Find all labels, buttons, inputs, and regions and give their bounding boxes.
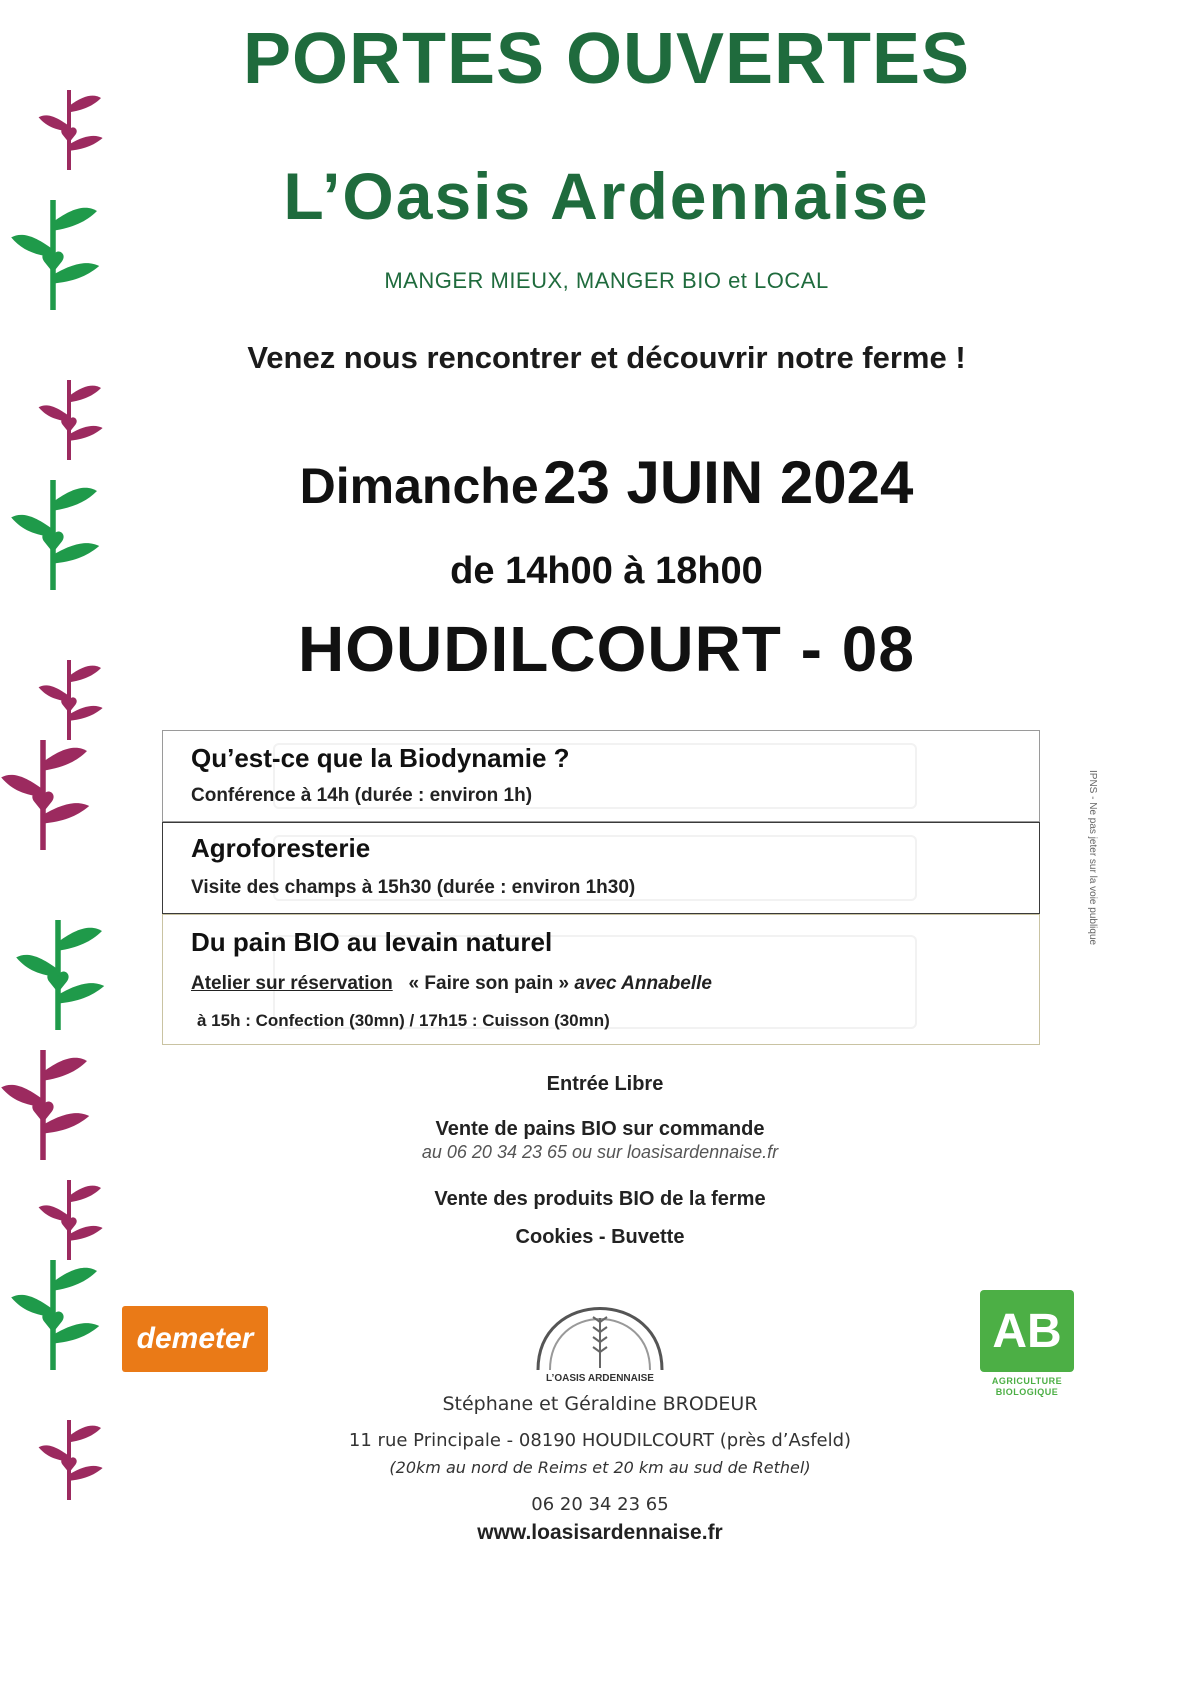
activity-box-biodynamie	[162, 730, 1040, 822]
farm-logo-icon	[530, 1278, 670, 1378]
flower-ornament-11	[39, 1420, 103, 1500]
workshop-name: « Faire son pain »	[408, 973, 570, 994]
activity-box-agroforesterie	[162, 822, 1040, 914]
flower-ornament-2	[11, 200, 99, 310]
flower-ornament-5	[39, 660, 103, 740]
ab-label-line2: BIOLOGIQUE	[995, 1387, 1059, 1397]
flower-ornament-8	[1, 1050, 89, 1160]
flower-ornament-6	[1, 740, 89, 850]
legal-note: IPNS - Ne pas jeter sur la voie publique	[1087, 770, 1098, 946]
event-date	[110, 448, 1103, 517]
tagline: MANGER MIEUX, MANGER BIO et LOCAL	[384, 268, 829, 293]
reservation-link[interactable]: Atelier sur réservation	[191, 973, 393, 994]
flower-ornament-1	[39, 90, 103, 170]
activity-detail: Conférence à 14h (durée : environ 1h)	[191, 785, 533, 806]
phone: 06 20 34 23 65	[531, 1494, 669, 1515]
event-hours: de 14h00 à 18h00	[450, 550, 763, 592]
flower-ornament-7	[16, 920, 104, 1030]
owners: Stéphane et Géraldine BRODEUR	[442, 1393, 758, 1415]
ab-label	[978, 1376, 1076, 1398]
flower-ornament-10	[11, 1260, 99, 1370]
page-title: PORTES OUVERTES	[242, 19, 971, 99]
products-sale: Vente des produits BIO de la ferme	[434, 1188, 766, 1210]
flower-ornament-4	[11, 480, 99, 590]
extras: Cookies - Buvette	[515, 1226, 685, 1248]
floral-border	[0, 80, 105, 1520]
farm-name: L’Oasis Ardennaise	[283, 159, 930, 233]
flower-ornament-3	[39, 380, 103, 460]
activity-title: Qu’est-ce que la Biodynamie ?	[191, 743, 570, 773]
bread-contact: au 06 20 34 23 65 ou sur loasisardennaise.fr	[421, 1142, 779, 1162]
entry-info: Entrée Libre	[546, 1073, 664, 1095]
event-day: Dimanche	[299, 458, 539, 514]
demeter-logo: demeter	[122, 1306, 268, 1372]
ab-logo: AB	[980, 1290, 1074, 1372]
ab-label-line1: AGRICULTURE	[991, 1376, 1063, 1386]
event-place: HOUDILCOURT - 08	[298, 613, 915, 685]
website-link[interactable]: www.loasisardennaise.fr	[477, 1521, 723, 1544]
bread-sale: Vente de pains BIO sur commande	[435, 1118, 765, 1140]
activity-title: Agroforesterie	[191, 833, 371, 863]
logo-text: L’OASIS ARDENNAISE	[546, 1373, 654, 1384]
workshop-host: avec Annabelle	[574, 973, 712, 994]
workshop-schedule: à 15h : Confection (30mn) / 17h15 : Cuisson (30mn)	[197, 1011, 610, 1030]
address: 11 rue Principale - 08190 HOUDILCOURT (près d’Asfeld)	[348, 1430, 852, 1451]
activity-detail: Visite des champs à 15h30 (durée : environ 1h30)	[191, 877, 636, 898]
event-full-date: 23 JUIN 2024	[543, 449, 914, 516]
directions: (20km au nord de Reims et 20 km au sud de Rethel)	[389, 1458, 811, 1477]
activity-title: Du pain BIO au levain naturel	[191, 927, 553, 957]
activity-box-pain	[162, 914, 1040, 1045]
invitation-text: Venez nous rencontrer et découvrir notre ferme !	[247, 340, 966, 375]
activity-detail	[191, 973, 712, 995]
flower-ornament-9	[39, 1180, 103, 1260]
